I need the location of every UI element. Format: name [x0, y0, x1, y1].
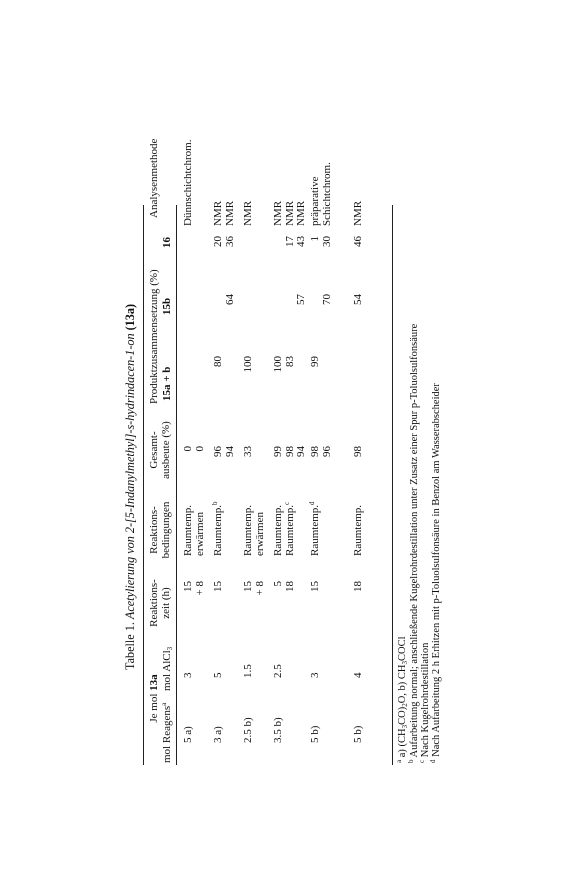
cell-aus-line: 98	[352, 446, 364, 457]
cell-bed-footnote-mark: c	[282, 501, 291, 505]
header-reagens-sup: a	[160, 702, 168, 706]
header-reagens	[161, 703, 173, 763]
header-16: 16	[161, 237, 173, 248]
cell-zeit-line: 15	[309, 581, 321, 592]
cell-p15b-line: 64	[223, 294, 236, 305]
header-produkt	[148, 269, 160, 404]
header-15b: 15b	[161, 297, 173, 315]
caption-title: Acetylierung von 2-[5-Indanylmethyl]-s-hydrindacen-1-on	[123, 333, 137, 620]
table-caption	[123, 304, 138, 670]
cell-zeit-line: 15	[182, 581, 194, 592]
cell-aus-line: 0	[182, 446, 194, 452]
header-bed-line1: Reaktions-	[148, 506, 160, 554]
cell-reagens: 2.5 b)	[242, 717, 254, 743]
cell-analyse-line: NMR	[212, 200, 224, 226]
cell-bed-footnote-mark: d	[308, 501, 316, 505]
cell-bed-line: Raumtemp.$^b$	[211, 501, 224, 556]
header-ausbeute	[148, 411, 172, 489]
cell-reagens: 5 b)	[352, 725, 364, 743]
footnote-d	[431, 383, 442, 763]
footnote-a-sub3: 3	[401, 661, 409, 665]
cell-p16-line: 46	[352, 236, 364, 247]
header-15ab: 15a + b	[161, 366, 173, 401]
cell-analyse-line: Schichtchrom.	[320, 162, 333, 226]
header-alcl-text: mol AlCl	[161, 650, 173, 691]
footnote-b	[409, 324, 420, 763]
cell-aus-line: 94	[223, 446, 236, 457]
cell-aus-line: 96	[212, 446, 224, 457]
header-zeit-line2: zeit (h)	[160, 587, 172, 619]
cell-bed-line: Raumtemp.$^c$	[282, 501, 296, 556]
cell-alcl: 3	[182, 672, 194, 678]
cell-aus-line: 98	[283, 446, 296, 457]
footnote-a-part2: CO)	[397, 706, 408, 725]
cell-alcl: 1.5	[242, 664, 254, 678]
bottom-rule	[392, 205, 393, 765]
header-group-je-mol	[148, 636, 160, 761]
cell-aus-line: 0	[193, 446, 206, 452]
header-bedingungen	[148, 491, 172, 569]
cell-p16-line: 20	[212, 236, 224, 247]
cell-analyse-line: präparative	[309, 176, 321, 226]
footnote-c-mark: c	[418, 759, 426, 763]
header-zeit	[148, 573, 172, 633]
top-rule	[143, 205, 144, 765]
cell-bed-line: Raumtemp.	[182, 504, 194, 556]
cell-p15b-line: 70	[320, 294, 333, 305]
header-aus-line2: ausbeute (%)	[160, 421, 172, 479]
cell-zeit-line: 5	[272, 581, 284, 587]
footnote-a-mark: a	[395, 759, 403, 763]
footnote-d-mark: d	[429, 759, 437, 763]
cell-p15b-line: 57	[295, 294, 307, 305]
cell-zeit-line: 15	[242, 581, 254, 592]
cell-zeit-line: + 8	[193, 581, 206, 596]
header-je-mol-compound: 13a	[148, 674, 160, 691]
header-je-mol-text: Je mol	[148, 693, 160, 723]
cell-bed-line: Raumtemp.$^d$	[308, 501, 321, 556]
cell-zeit-line: 15	[212, 581, 224, 592]
cell-aus-line: 94	[295, 446, 307, 457]
cell-bed-line: erwärmen	[253, 512, 266, 556]
cell-aus-line: 96	[320, 446, 333, 457]
footnote-a-sub2: 2	[401, 703, 409, 707]
cell-analyse-line: NMR	[295, 200, 307, 226]
header-analyse: Analysenmethode	[148, 138, 160, 218]
cell-reagens: 3.5 b)	[272, 717, 284, 743]
cell-p15ab-line: 99	[309, 356, 321, 367]
cell-p15ab-line: 83	[283, 356, 296, 367]
cell-bed-footnote-mark: b	[211, 501, 219, 505]
footnote-b-mark: b	[407, 759, 415, 763]
header-zeit-line1: Reaktions-	[148, 579, 160, 627]
header-produkt-text: Produktzusammensetzung (%)	[148, 269, 160, 404]
cell-p15ab-line: 100	[242, 356, 254, 373]
cell-bed-line: Raumtemp.	[352, 504, 364, 556]
cell-p16-line: 36	[223, 236, 236, 247]
cell-bed-line: Raumtemp.	[272, 504, 284, 556]
header-alcl-sub: 3	[166, 646, 174, 651]
cell-aus-line: 98	[309, 446, 321, 457]
cell-alcl: 5	[212, 672, 224, 678]
cell-p15b-line: 54	[352, 294, 364, 305]
footnote-b-text: Aufarbeitung normal; anschließende Kugelrohrdestillation unter Zusatz einer Spur p-Toluolsulfonsäure	[409, 323, 420, 758]
header-bed-line2: bedingungen	[160, 501, 172, 559]
cell-p16-line: 1	[309, 236, 321, 242]
footnote-a	[397, 636, 408, 763]
cell-p15ab-line: 80	[212, 356, 224, 367]
header-aus-line1: Gesamt-	[148, 431, 160, 469]
footnote-c-text: Nach Kugelrohrdestillation	[420, 642, 431, 758]
header-reagens-text: mol Reagens	[161, 705, 173, 763]
cell-p15ab-line: 100	[272, 356, 284, 373]
cell-p16-line: 43	[295, 236, 307, 247]
footnote-d-text: Nach Aufarbeitung 2 h Erhitzen mit p-Toluolsulfonsäure in Benzol am Wasserabscheider	[431, 383, 442, 757]
caption-prefix: Tabelle 1.	[123, 622, 137, 670]
cell-alcl: 4	[352, 672, 364, 678]
cell-p16-line: 17	[283, 236, 296, 247]
footnote-a-sub1: 3	[401, 724, 409, 729]
cell-reagens: 5 a)	[182, 726, 194, 743]
cell-bed-line: Raumtemp.	[242, 504, 254, 556]
cell-analyse-line: Dünnschichtchrom.	[182, 139, 194, 226]
cell-analyse-line: NMR	[223, 200, 236, 226]
header-alcl	[161, 647, 173, 691]
cell-zeit-line: + 8	[253, 581, 266, 596]
cell-analyse-line: NMR	[283, 200, 296, 226]
footnote-a-part1: a) (CH	[397, 728, 408, 758]
cell-reagens: 3 a)	[212, 726, 224, 743]
header-rule	[176, 205, 177, 765]
footnote-a-part3: O, b) CH	[397, 664, 408, 704]
cell-analyse-line: NMR	[242, 200, 254, 226]
cell-bed-line: erwärmen	[193, 512, 206, 556]
cell-zeit-line: 18	[283, 581, 296, 592]
footnote-a-part4: COCl	[397, 636, 408, 661]
footnote-c	[420, 643, 431, 763]
cell-zeit-line: 18	[352, 581, 364, 592]
cell-analyse-line: NMR	[352, 200, 364, 226]
cell-alcl: 3	[309, 672, 321, 678]
cell-alcl: 2.5	[272, 664, 284, 678]
caption-compound: (13a)	[123, 303, 137, 331]
cell-p16-line: 30	[320, 236, 333, 247]
cell-analyse-line: NMR	[272, 200, 284, 226]
cell-reagens: 5 b)	[309, 725, 321, 743]
cell-aus-line: 99	[272, 446, 284, 457]
cell-aus-line: 33	[242, 446, 254, 457]
